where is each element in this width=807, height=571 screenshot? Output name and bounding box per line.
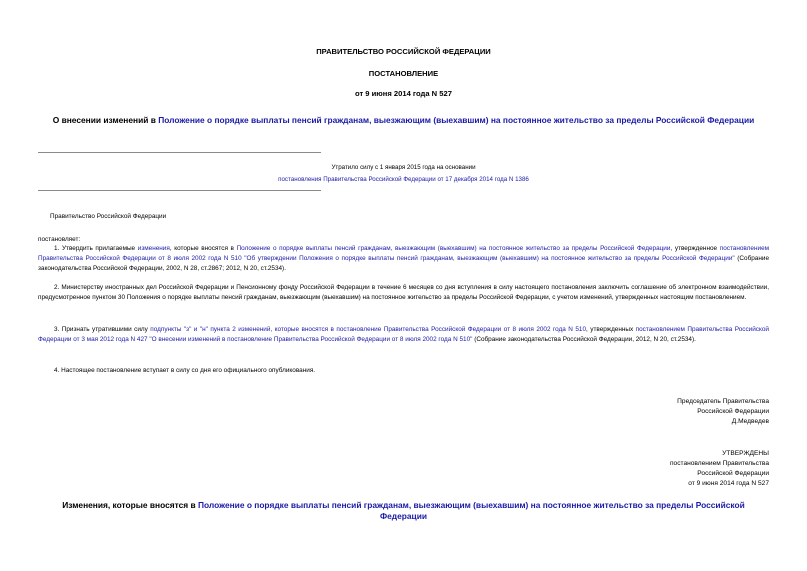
paragraph-4: 4. Настоящее постановление вступает в силу со дня его официального опубликования. [54, 367, 316, 374]
p1-regulation-link[interactable]: Положение о порядке выплаты пенсий гражданам, выезжающим (выехавшим) на постоянное жительство за пределы Российской Федерации [236, 245, 671, 252]
intro-text: Правительство Российской Федерации [50, 213, 167, 220]
changes-title [40, 500, 767, 522]
changes-title-regulation-link[interactable]: Положение о порядке выплаты пенсий гражданам, выезжающим (выехавшим) на постоянное жительство за пределы Российской Федерации [198, 500, 745, 521]
signature-name: Д.Медведев [731, 418, 769, 425]
changes-title-prefix: Изменения, которые вносятся в [62, 500, 198, 510]
paragraph-2: 2. Министерству иностранных дел Российской Федерации и Пенсионному фонду Российской Федерации в течение 6 месяцев со дня вступления в силу настоящего постановления заключить соглашение об электронном взаимодействии, предусмотренное пунктом 30 Положения о порядке выплаты пенсий гражданам, выезжающим (выехавшим) на постоянное жительство за пределы Российской Федерации, с учетом изменений, утвержденных настоящим постановлением. [38, 284, 769, 301]
repeal-decree-link[interactable]: постановления Правительства Российской Федерации от 17 декабря 2014 года N 1386 [278, 176, 529, 183]
document-date-number: от 9 июня 2014 года N 527 [355, 89, 452, 98]
signature-position-1: Председатель Правительства [677, 398, 769, 405]
divider-bottom [38, 190, 321, 191]
title-regulation-link[interactable]: Положение о порядке выплаты пенсий гражданам, выезжающим (выехавшим) на постоянное жительство за пределы Российской Федерации [158, 115, 755, 125]
repeal-note-link-wrap [0, 176, 807, 183]
approval-block [670, 449, 769, 489]
p1-changes-link[interactable]: изменения [137, 245, 170, 252]
p3-text-2: , утвержденных [586, 326, 636, 333]
title-prefix: О внесении изменений в [52, 115, 159, 125]
divider-top [38, 152, 321, 153]
p3-decree-427-link[interactable]: постановлением Правительства Российской Федерации от 3 мая 2012 года N 427 "О внесении изменений в постановление Правительства Российской Федерации от 8 июля 2002 года N 510" [38, 326, 769, 343]
paragraph-3 [38, 325, 769, 345]
approval-line-3: Российской Федерации [697, 470, 769, 477]
approval-line-2: постановлением Правительства [669, 460, 769, 467]
decrees-text: постановляет: [38, 236, 81, 243]
p1-text-2: , которые вносятся в [169, 245, 237, 252]
p1-text-1: 1. Утвердить прилагаемые [54, 245, 138, 252]
p1-text-3: , утвержденное [670, 245, 720, 252]
document-type-heading: ПОСТАНОВЛЕНИЕ [368, 69, 439, 78]
paragraph-1 [38, 244, 769, 274]
document-title [50, 115, 757, 126]
approval-line-1: УТВЕРЖДЕНЫ [722, 450, 769, 457]
p3-text-1: 3. Признать утратившими силу [54, 326, 151, 333]
approval-line-4: от 9 июня 2014 года N 527 [688, 480, 769, 487]
p1-decree-510-link[interactable]: постановлением Правительства Российской Федерации от 8 июля 2002 года N 510 "Об утверждении Положения о порядке выплаты пенсий гражданам, выезжающим (выехавшим) на постоянное жительство за пределы Российской Федерации" [38, 245, 770, 262]
signature-block [677, 397, 769, 427]
p3-subparagraphs-link[interactable]: подпункты "з" и "н" пункта 2 изменений, которые вносятся в постановление Правительства Российской Федерации от 8 июля 2002 года N 510 [150, 326, 587, 333]
government-heading: ПРАВИТЕЛЬСТВО РОССИЙСКОЙ ФЕДЕРАЦИИ [316, 47, 491, 56]
signature-position-2: Российской Федерации [697, 408, 769, 415]
p3-text-3: (Собрание законодательства Российской Федерации, 2012, N 20, ст.2534). [472, 336, 696, 343]
repeal-note-line: Утратило силу с 1 января 2015 года на основании [331, 164, 476, 171]
p1-text-4: (Собрание законодательства Российской Федерации, 2002, N 28, ст.2867; 2012, N 20, ст.2534). [38, 255, 769, 272]
